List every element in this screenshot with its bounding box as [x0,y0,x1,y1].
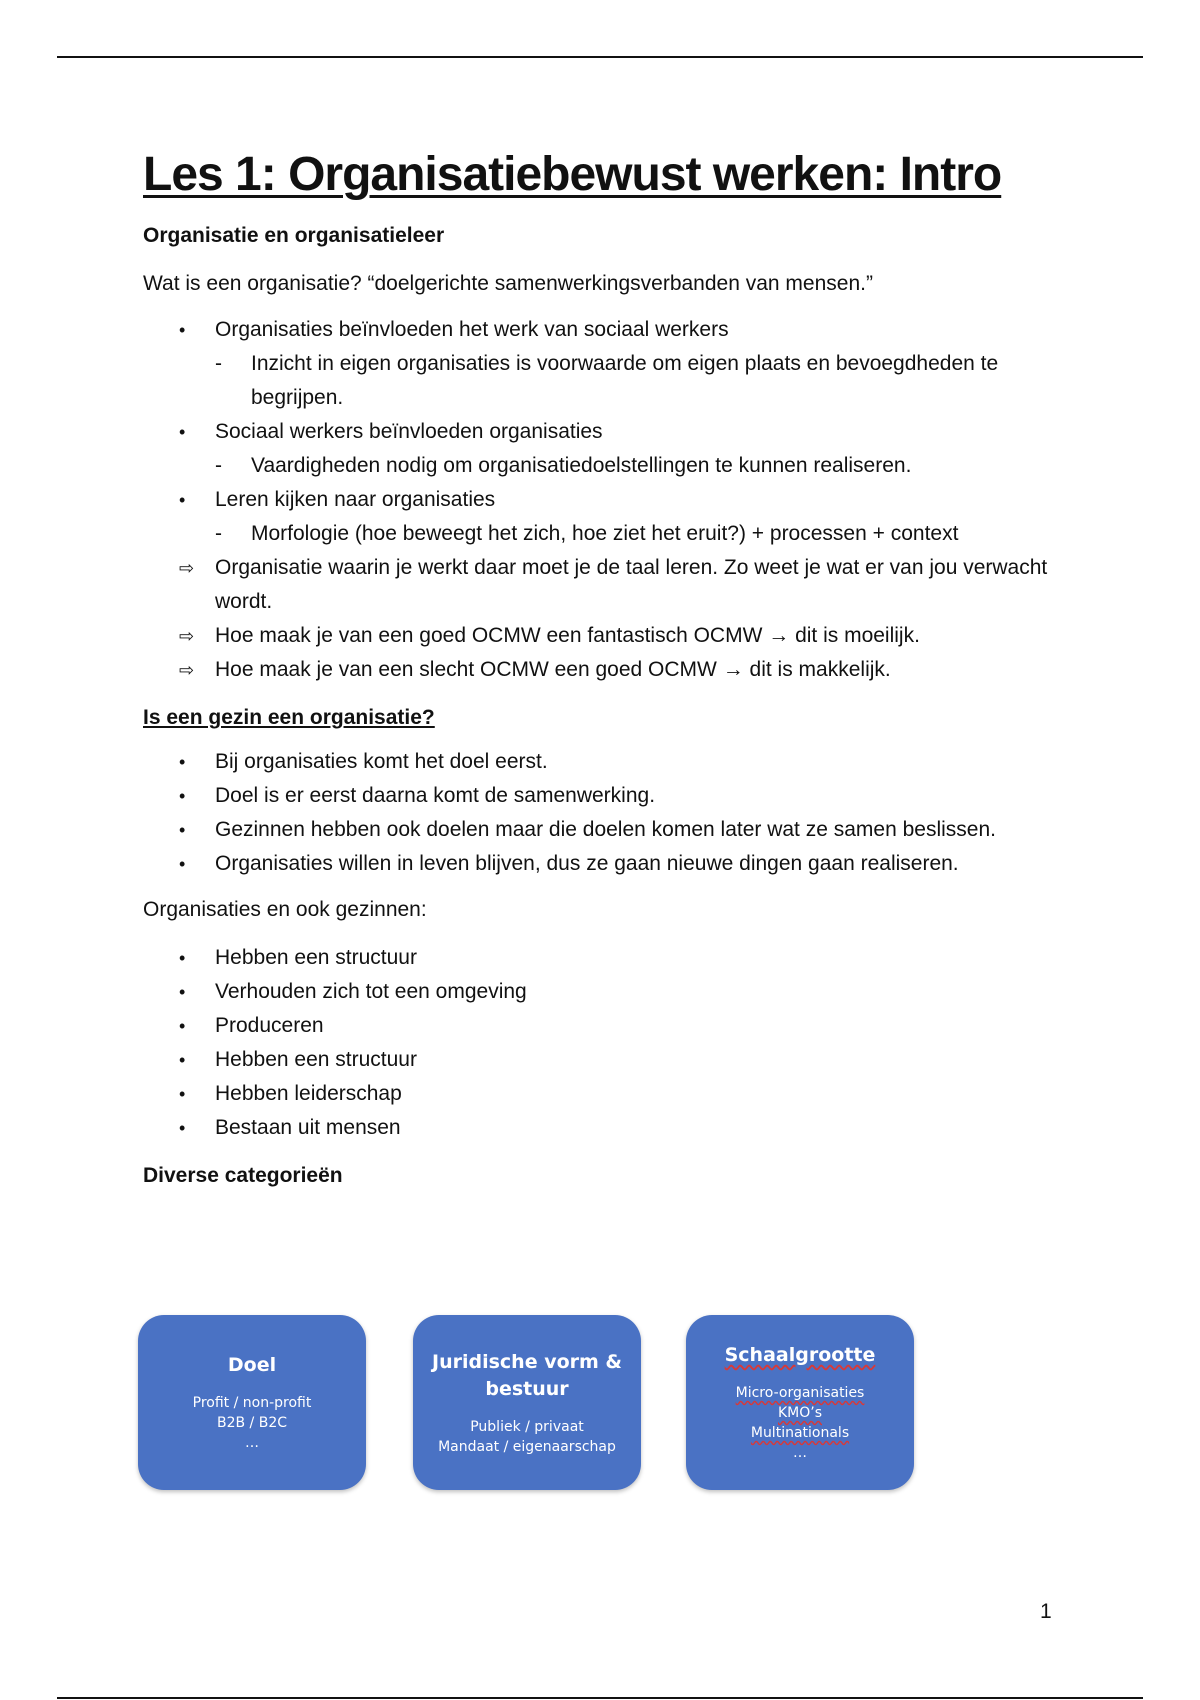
card-line: Mandaat / eigenaarschap [438,1438,616,1455]
list-item: • Bij organisaties komt het doel eerst. [143,745,1063,779]
list-item: • Produceren [143,1009,1063,1043]
section-heading-gezin: Is een gezin een organisatie? [143,706,435,729]
arrow-bullet-icon: ⇨ [179,558,195,578]
list-item: • Hebben leiderschap [143,1077,1063,1111]
bullet-icon: • [179,1016,186,1036]
card-juridische-vorm [413,1315,641,1490]
bullet-icon: • [179,948,186,968]
list-item: ⇨ Hoe maak je van een slecht OCMW een goed OCMW → dit is makkelijk. [143,653,1063,687]
card-schaalgrootte [686,1315,914,1490]
section-heading-categorieen: Diverse categorieën [143,1164,343,1187]
bullet-icon: • [179,1084,186,1104]
bullet-icon: • [179,982,186,1002]
bullet-icon: • [179,820,186,840]
document-body [143,143,1063,1191]
gezin-list [143,745,1063,881]
organisation-list [143,313,1063,687]
card-title: Doel [227,1354,277,1376]
properties-list [143,941,1063,1145]
list-item: • Organisaties beïnvloeden het werk van sociaal werkers - Inzicht in eigen organisaties is voorwaarde om eigen plaats en bevoegdheden te begrijpen. [143,313,1063,415]
card-line: … [793,1445,807,1461]
list-item: ⇨ Organisatie waarin je werkt daar moet je de taal leren. Zo weet je wat er van jou verwacht wordt. [143,551,1063,619]
arrow-bullet-icon: ⇨ [179,660,195,680]
bullet-icon: • [179,1050,186,1070]
list-item: • Hebben een structuur [143,941,1063,975]
list-item: • Bestaan uit mensen [143,1111,1063,1145]
card-line: Profit / non-profit [192,1395,312,1411]
card-title: Schaalgrootte [724,1344,876,1366]
list-item: • Leren kijken naar organisaties - Morfologie (hoe beweegt het zich, hoe ziet het eruit?) + processen + context [143,483,1063,551]
list-item: • Gezinnen hebben ook doelen maar die doelen komen later wat ze samen beslissen. [143,813,1063,847]
header-rule [57,56,1143,58]
card-line: Publiek / privaat [470,1418,584,1435]
card-line: Multinationals [750,1425,850,1441]
card-title: Juridische vorm & bestuur [432,1350,622,1400]
definition-text: Wat is een organisatie? “doelgerichte samenwerkingsverbanden van mensen.” [143,272,873,295]
bullet-icon: • [179,422,186,442]
card-line: B2B / B2C [216,1415,288,1431]
bullet-icon: • [179,320,186,340]
arrow-bullet-icon: ⇨ [179,626,195,646]
list-item: • Hebben een structuur [143,1043,1063,1077]
sub-item: - Inzicht in eigen organisaties is voorwaarde om eigen plaats en bevoegdheden te begrijpen. [215,352,999,409]
sub-item: - Vaardigheden nodig om organisatiedoelstellingen te kunnen realiseren. [215,454,912,477]
page-number: 1 [1040,1600,1052,1623]
footer-rule [57,1697,1143,1699]
section-heading-organisatie: Organisatie en organisatieleer [143,224,445,247]
card-line: Micro-organisaties [735,1385,865,1401]
page-title: Les 1: Organisatiebewust werken: Intro [143,148,1002,201]
list-item: • Organisaties willen in leven blijven, dus ze gaan nieuwe dingen gaan realiseren. [143,847,1063,881]
list-item: • Sociaal werkers beïnvloeden organisaties - Vaardigheden nodig om organisatiedoelstellingen te kunnen realiseren. [143,415,1063,483]
gezinnen-intro: Organisaties en ook gezinnen: [143,898,427,921]
card-doel [138,1315,366,1490]
list-item: ⇨ Hoe maak je van een goed OCMW een fantastisch OCMW → dit is moeilijk. [143,619,1063,653]
list-item: • Verhouden zich tot een omgeving [143,975,1063,1009]
sub-item: - Morfologie (hoe beweegt het zich, hoe ziet het eruit?) + processen + context [215,522,959,545]
card-line: KMO’s [777,1405,823,1421]
bullet-icon: • [179,1118,186,1138]
list-item: • Doel is er eerst daarna komt de samenwerking. [143,779,1063,813]
bullet-icon: • [179,752,186,772]
card-line: … [245,1435,259,1451]
bullet-icon: • [179,490,186,510]
bullet-icon: • [179,854,186,874]
bullet-icon: • [179,786,186,806]
